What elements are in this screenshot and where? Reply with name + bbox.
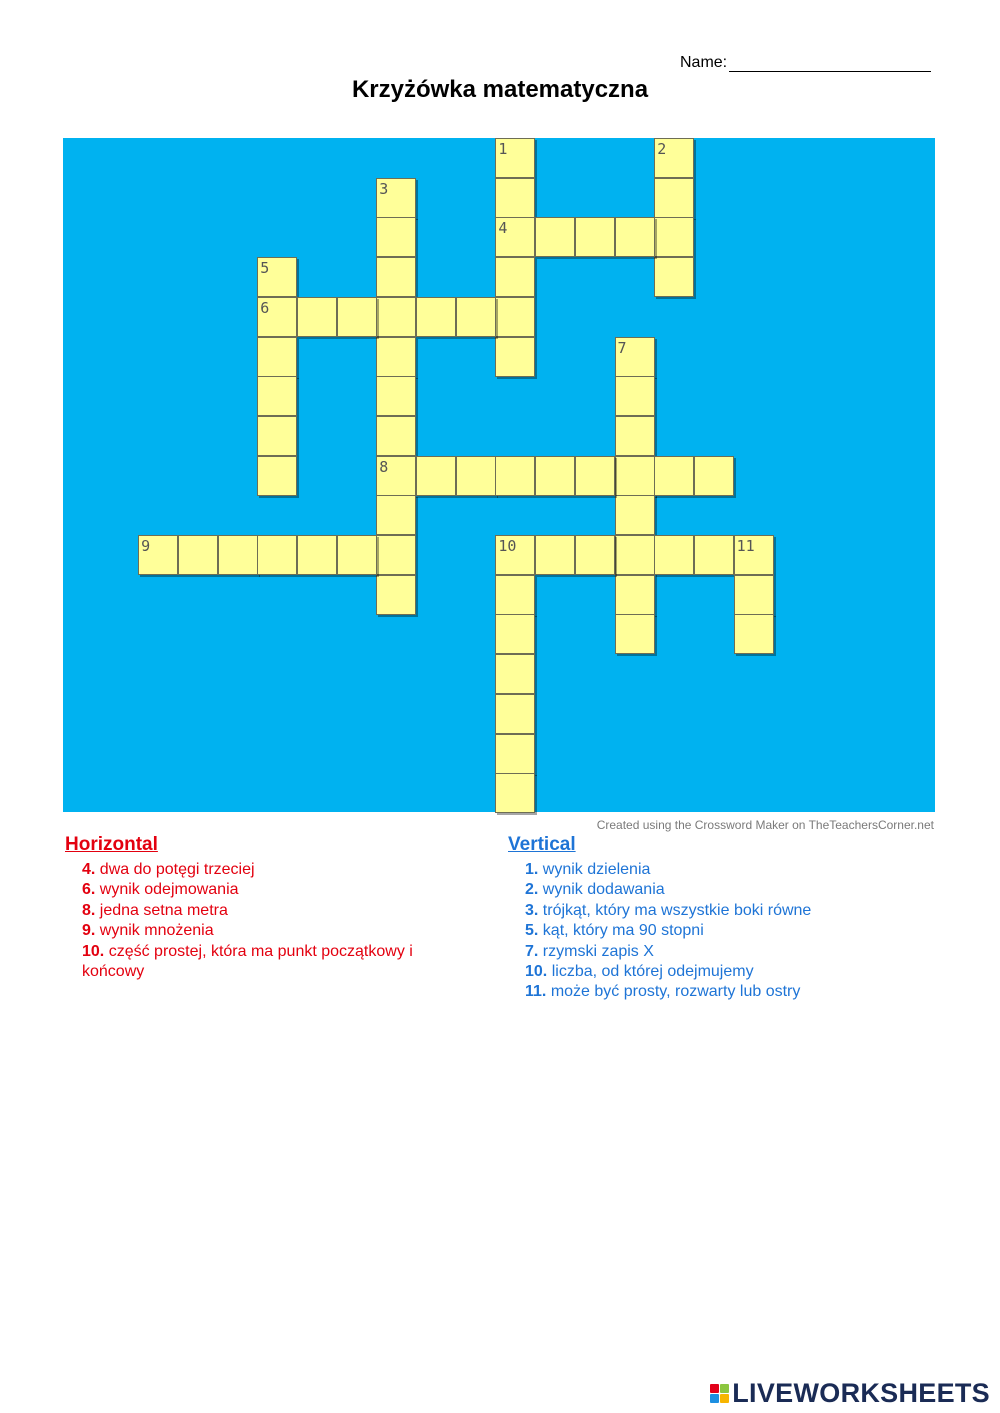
- clue-text: wynik dodawania: [542, 881, 665, 899]
- crossword-cell[interactable]: [337, 535, 377, 575]
- crossword-cell[interactable]: [257, 456, 297, 496]
- crossword-cell[interactable]: [376, 297, 416, 337]
- crossword-cell[interactable]: [416, 297, 456, 337]
- horizontal-clues: [65, 834, 465, 982]
- clue-text: rzymski zapis X: [542, 942, 654, 960]
- vertical-clues: [508, 834, 928, 1003]
- crossword-cell[interactable]: [376, 217, 416, 257]
- vertical-clue-list: [508, 860, 928, 1003]
- crossword-cell[interactable]: [257, 257, 297, 297]
- vertical-heading: Vertical: [508, 834, 576, 855]
- crossword-cell[interactable]: [654, 535, 694, 575]
- clue-number-label: 1: [498, 140, 508, 158]
- clue-number: 4.: [82, 861, 96, 878]
- page-title: Krzyżówka matematyczna: [351, 76, 649, 103]
- crossword-cell[interactable]: [694, 535, 734, 575]
- crossword-cell[interactable]: [495, 614, 535, 654]
- crossword-cell[interactable]: [376, 337, 416, 377]
- crossword-cell[interactable]: [376, 456, 416, 496]
- crossword-cell[interactable]: [495, 337, 535, 377]
- crossword-cell[interactable]: [218, 535, 258, 575]
- clue-number: 11.: [525, 983, 547, 1001]
- clue-text: może być prosty, rozwarty lub ostry: [550, 983, 801, 1001]
- clue-number: 6.: [82, 881, 96, 899]
- crossword-cell[interactable]: [654, 217, 694, 257]
- clue-number-label: 11: [736, 537, 755, 555]
- crossword-cell[interactable]: [495, 456, 535, 496]
- clue-text: trójkąt, który ma wszystkie boki równe: [542, 901, 812, 919]
- crossword-cell[interactable]: [495, 575, 535, 615]
- clue-item: [82, 921, 465, 941]
- crossword-cell[interactable]: [654, 138, 694, 178]
- crossword-cell[interactable]: [615, 337, 655, 377]
- crossword-cell[interactable]: [257, 297, 297, 337]
- clue-text: jedna setna metra: [99, 901, 228, 919]
- clue-number: 7.: [525, 942, 539, 960]
- clue-number-label: 7: [617, 338, 627, 357]
- crossword-cell[interactable]: [575, 217, 615, 257]
- crossword-cell[interactable]: [138, 535, 178, 575]
- crossword-cell[interactable]: [654, 257, 694, 297]
- crossword-cell[interactable]: [535, 456, 575, 496]
- liveworksheets-brand: [710, 1378, 990, 1409]
- clue-number-label: 9: [141, 537, 151, 555]
- clue-number-label: 5: [260, 259, 270, 278]
- clue-number: 5.: [525, 922, 539, 940]
- crossword-cell[interactable]: [615, 217, 655, 257]
- clue-item: [525, 982, 928, 1002]
- clue-number: 9.: [82, 922, 96, 940]
- name-field[interactable]: [680, 54, 931, 72]
- crossword-cell[interactable]: [495, 694, 535, 734]
- horizontal-clue-list: [65, 860, 465, 982]
- crossword-cell[interactable]: [575, 456, 615, 496]
- clue-number-label: 10: [498, 537, 517, 555]
- crossword-cell[interactable]: [734, 575, 774, 615]
- clue-number-label: 8: [379, 457, 389, 476]
- clue-number: 10.: [525, 963, 548, 981]
- crossword-cell[interactable]: [257, 376, 297, 416]
- crossword-cell[interactable]: [376, 178, 416, 218]
- crossword-cell[interactable]: [257, 337, 297, 377]
- crossword-cell[interactable]: [734, 614, 774, 654]
- clue-number-label: 2: [657, 140, 667, 158]
- crossword-board: [63, 138, 935, 812]
- crossword-cell[interactable]: [376, 376, 416, 416]
- clue-item: [525, 860, 928, 880]
- clue-number: 1.: [525, 861, 539, 878]
- clue-number: 10.: [82, 942, 105, 960]
- crossword-cell[interactable]: [376, 535, 416, 575]
- clue-item: [525, 942, 928, 962]
- crossword-cell[interactable]: [337, 297, 377, 337]
- clue-item: [525, 921, 928, 941]
- name-blank-line[interactable]: [729, 54, 931, 72]
- crossword-cell[interactable]: [178, 535, 218, 575]
- crossword-cell[interactable]: [257, 535, 297, 575]
- crossword-cell[interactable]: [615, 614, 655, 654]
- crossword-cell[interactable]: [495, 654, 535, 694]
- crossword-cell[interactable]: [456, 456, 496, 496]
- clue-text: wynik odejmowania: [99, 881, 239, 899]
- crossword-cell[interactable]: [376, 257, 416, 297]
- clue-text: dwa do potęgi trzeciej: [99, 861, 255, 878]
- crossword-cell[interactable]: [615, 575, 655, 615]
- clue-item: [82, 901, 465, 921]
- clue-text: część prostej, która ma punkt początkowy i końcowy: [82, 942, 413, 981]
- crossword-cell[interactable]: [495, 773, 535, 813]
- clue-text: wynik dzielenia: [542, 861, 651, 878]
- crossword-cell[interactable]: [615, 456, 655, 496]
- clue-item: [525, 880, 928, 900]
- crossword-cell[interactable]: [654, 456, 694, 496]
- clue-number: 8.: [82, 901, 96, 919]
- crossword-cell[interactable]: [615, 535, 655, 575]
- clue-number-label: 6: [260, 298, 270, 317]
- crossword-cell[interactable]: [615, 416, 655, 456]
- clue-text: liczba, od której odejmujemy: [551, 963, 754, 981]
- clue-item: [82, 860, 465, 880]
- crossword-cell[interactable]: [615, 495, 655, 535]
- clue-item: [525, 962, 928, 982]
- crossword-cell[interactable]: [495, 535, 535, 575]
- clue-text: wynik mnożenia: [99, 922, 214, 940]
- crossword-cell[interactable]: [654, 178, 694, 218]
- crossword-cell[interactable]: [257, 416, 297, 456]
- crossword-cell[interactable]: [495, 257, 535, 297]
- credit-text: Created using the Crossword Maker on TheTeachersCorner.net: [596, 818, 934, 832]
- crossword-cell[interactable]: [376, 416, 416, 456]
- crossword-cell[interactable]: [495, 297, 535, 337]
- crossword-cell[interactable]: [615, 376, 655, 416]
- crossword-cell[interactable]: [495, 178, 535, 218]
- clue-item: [525, 901, 928, 921]
- crossword-cell[interactable]: [297, 535, 337, 575]
- brand-text: LIVEWORKSHEETS: [732, 1378, 990, 1408]
- clue-item: [82, 942, 465, 983]
- crossword-cell[interactable]: [416, 456, 456, 496]
- crossword-cell[interactable]: [495, 138, 535, 178]
- crossword-cell[interactable]: [734, 535, 774, 575]
- crossword-cell[interactable]: [535, 217, 575, 257]
- clue-text: kąt, który ma 90 stopni: [542, 922, 704, 940]
- crossword-cell[interactable]: [297, 297, 337, 337]
- name-label: Name:: [680, 54, 728, 71]
- horizontal-heading: Horizontal: [65, 834, 158, 855]
- crossword-cell[interactable]: [376, 495, 416, 535]
- crossword-cell[interactable]: [495, 217, 535, 257]
- crossword-cell[interactable]: [575, 535, 615, 575]
- crossword-cell[interactable]: [535, 535, 575, 575]
- clue-number: 2.: [525, 881, 539, 899]
- crossword-cell[interactable]: [376, 575, 416, 615]
- clue-item: [82, 880, 465, 900]
- crossword-cell[interactable]: [694, 456, 734, 496]
- clue-number-label: 3: [379, 179, 389, 198]
- clue-number-label: 4: [498, 219, 508, 238]
- crossword-cell[interactable]: [495, 734, 535, 774]
- crossword-cell[interactable]: [456, 297, 496, 337]
- clue-number: 3.: [525, 901, 539, 919]
- liveworksheets-logo-icon: [710, 1384, 729, 1403]
